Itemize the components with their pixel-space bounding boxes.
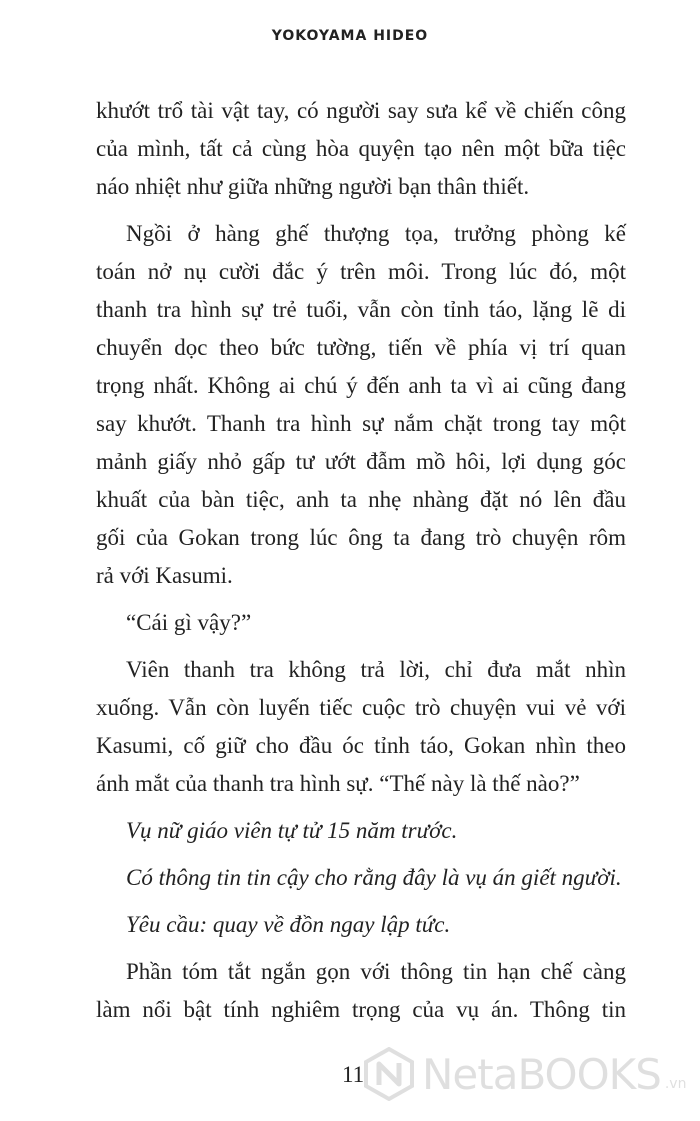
text-line: ánh mắt của thanh tra hình sự. “Thế này là thế nào?” (96, 771, 580, 796)
text-line: toán nở nụ cười đắc ý trên môi. Trong lúc đó, một (96, 259, 626, 284)
text-line: Kasumi, cố giữ cho đầu óc tỉnh táo, Gokan nhìn theo (96, 733, 626, 758)
note-line-2 (96, 859, 626, 897)
running-header-author: YOKOYAMA HIDEO (271, 28, 429, 44)
watermark-brand: NetaBOOKS (422, 1049, 661, 1099)
paragraph-5 (96, 953, 626, 1029)
text-line: Ngồi ở hàng ghế thượng tọa, trưởng phòng kế (126, 221, 626, 246)
text-line: gối của Gokan trong lúc ông ta đang trò chuyện rôm (96, 525, 626, 550)
text-line: náo nhiệt như giữa những người bạn thân thiết. (96, 174, 530, 199)
brand-logo-icon (362, 1047, 416, 1101)
text-line: khuất của bàn tiệc, anh ta nhẹ nhàng đặt nó lên đầu (96, 487, 626, 512)
text-line: thanh tra hình sự trẻ tuổi, vẫn còn tỉnh táo, lặng lẽ di (96, 297, 626, 322)
text-line: rả với Kasumi. (96, 563, 233, 588)
watermark (362, 1044, 686, 1104)
text-line: xuống. Vẫn còn luyến tiếc cuộc trò chuyện vui vẻ với (96, 695, 626, 720)
page-body (96, 92, 626, 1029)
note-line-3 (96, 906, 626, 944)
text-line: mảnh giấy nhỏ gấp tư ướt đẫm mồ hôi, lợi dụng góc (96, 449, 626, 474)
italic-note: Có thông tin tin cậy cho rằng đây là vụ án giết người. (126, 865, 622, 890)
text-line: làm nổi bật tính nghiêm trọng của vụ án. Thông tin (96, 997, 626, 1022)
paragraph-2 (96, 215, 626, 595)
text-line: khướt trổ tài vật tay, có người say sưa kể về chiến công (96, 98, 626, 123)
paragraph-1 (96, 92, 626, 206)
text-line: của mình, tất cả cùng hòa quyện tạo nên một bữa tiệc (96, 136, 626, 161)
italic-note: Yêu cầu: quay về đồn ngay lập tức. (126, 912, 451, 937)
watermark-suffix: .vn (664, 1076, 687, 1092)
paragraph-3 (96, 604, 626, 642)
page-number: 11 (342, 1062, 365, 1087)
text-line: Phần tóm tắt ngắn gọn với thông tin hạn chế càng (126, 959, 626, 984)
italic-note: Vụ nữ giáo viên tự tử 15 năm trước. (126, 818, 458, 843)
text-line: trọng nhất. Không ai chú ý đến anh ta vì ai cũng đang (96, 373, 626, 398)
text-line: say khướt. Thanh tra hình sự nắm chặt trong tay một (96, 411, 626, 436)
note-line-1 (96, 812, 626, 850)
text-line: “Cái gì vậy?” (126, 610, 252, 635)
text-line: Viên thanh tra không trả lời, chỉ đưa mắt nhìn (126, 657, 626, 682)
paragraph-4 (96, 651, 626, 803)
text-line: chuyển dọc theo bức tường, tiến về phía vị trí quan (96, 335, 626, 360)
